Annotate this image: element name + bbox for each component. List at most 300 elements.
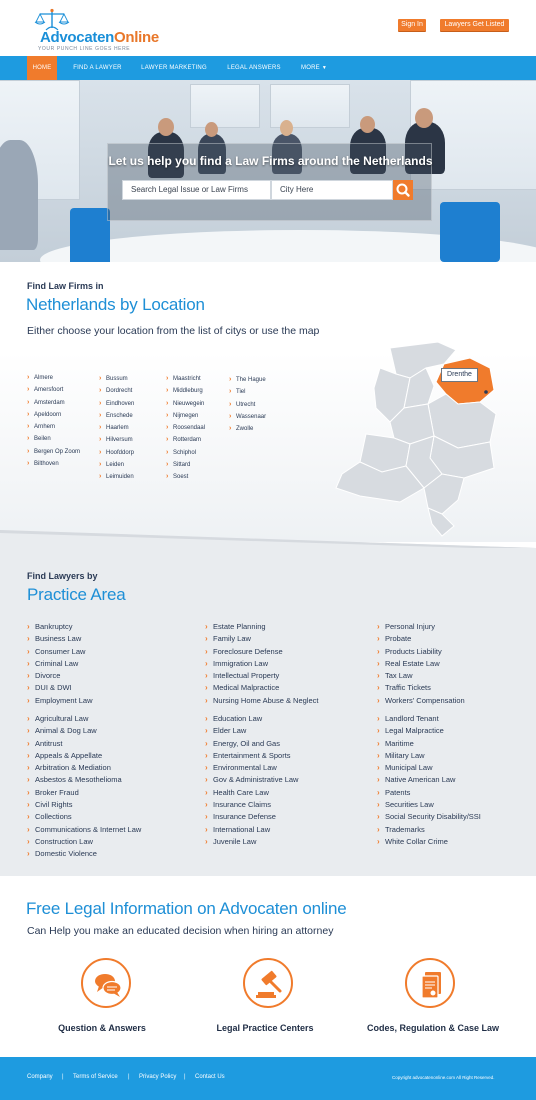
qa-feature-circle[interactable]: [81, 958, 131, 1008]
practice-link[interactable]: [205, 621, 318, 633]
logo[interactable]: [32, 8, 159, 52]
city-label: Eindhoven: [106, 400, 135, 407]
hero-title: Let us help you find a Law Firms around the Netherlands: [108, 154, 433, 168]
practice-label: Trademarks: [385, 824, 425, 834]
chevron-right-icon: ›: [99, 424, 102, 432]
chevron-right-icon: ›: [27, 726, 30, 736]
footer-link-company[interactable]: Company: [27, 1074, 53, 1080]
practice-heading: Practice Area: [27, 585, 126, 604]
chevron-right-icon: ›: [27, 671, 30, 681]
person-head-graphic: [158, 118, 174, 136]
practice-link[interactable]: [205, 646, 318, 658]
city-label: Wassenaar: [236, 413, 267, 420]
practice-link[interactable]: [205, 799, 298, 811]
practice-label: Nursing Home Abuse & Neglect: [213, 695, 319, 705]
chevron-right-icon: ›: [27, 750, 30, 760]
practice-label: Landlord Tenant: [385, 714, 439, 723]
practice-label: Real Estate Law: [385, 658, 440, 668]
site-header: [0, 0, 536, 56]
chevron-right-icon: ›: [166, 399, 169, 407]
feature-label-codes[interactable]: Codes, Regulation & Case Law: [366, 1023, 500, 1033]
practice-label: Tax Law: [385, 671, 413, 681]
city-link[interactable]: [99, 448, 134, 460]
chevron-right-icon: ›: [99, 399, 102, 407]
speech-bubbles-icon: [92, 969, 124, 1001]
practice-label: Estate Planning: [213, 622, 266, 631]
chevron-right-icon: ›: [27, 658, 30, 668]
practice-label: Domestic Violence: [35, 849, 97, 859]
footer-separator: |: [62, 1074, 64, 1080]
chevron-right-icon: ›: [377, 658, 380, 668]
chevron-right-icon: ›: [377, 622, 380, 631]
practice-label: Education Law: [213, 714, 263, 723]
practice-label: Securities Law: [385, 800, 434, 810]
nav-more-label: MORE: [301, 65, 320, 71]
practice-link[interactable]: [377, 738, 481, 750]
practice-link[interactable]: [27, 824, 141, 836]
chevron-right-icon: ›: [205, 714, 208, 723]
city-link[interactable]: [27, 422, 80, 434]
practice-link[interactable]: [205, 750, 298, 762]
practice-link[interactable]: [27, 621, 93, 633]
city-label: Bergen Op Zoom: [34, 448, 81, 455]
chevron-right-icon: ›: [377, 800, 380, 810]
chevron-right-icon: ›: [27, 763, 30, 773]
chevron-right-icon: ›: [27, 374, 30, 381]
city-link[interactable]: [27, 398, 80, 410]
gavel-icon: [254, 969, 286, 1001]
practice-list-1-col-3: [377, 621, 465, 707]
practice-link[interactable]: [377, 713, 481, 725]
chevron-right-icon: ›: [27, 787, 30, 797]
practice-link[interactable]: [27, 725, 141, 737]
city-link[interactable]: [99, 374, 134, 386]
chevron-right-icon: ›: [166, 387, 169, 395]
practice-label: Civil Rights: [35, 800, 73, 810]
practice-link[interactable]: [27, 811, 141, 823]
city-label: Beilen: [34, 436, 51, 443]
practice-list-1-col-2: [205, 621, 318, 707]
codes-regulation-feature-circle[interactable]: [405, 958, 455, 1008]
practice-label: Medical Malpractice: [213, 683, 280, 693]
city-link[interactable]: [229, 424, 266, 436]
practice-label: Appeals & Appellate: [35, 750, 103, 760]
free-legal-subtitle: Can Help you make an educated decision when hiring an attorney: [27, 925, 334, 937]
person-head-graphic: [360, 116, 375, 133]
city-label: Amsterdam: [34, 399, 65, 406]
location-heading: Netherlands by Location: [26, 295, 205, 314]
chevron-right-icon: ›: [205, 646, 208, 656]
practice-link[interactable]: [377, 646, 465, 658]
chevron-right-icon: ›: [27, 634, 30, 644]
chevron-right-icon: ›: [377, 787, 380, 797]
practice-link[interactable]: [205, 774, 298, 786]
practice-link[interactable]: [27, 633, 93, 645]
chevron-right-icon: ›: [99, 411, 102, 419]
city-link[interactable]: [27, 459, 80, 471]
city-link[interactable]: [27, 410, 80, 422]
city-link[interactable]: [99, 472, 134, 484]
practice-label: Communications & Internet Law: [35, 824, 142, 834]
practice-label: Criminal Law: [35, 658, 79, 668]
practice-link[interactable]: [27, 695, 93, 707]
city-label: Dordrecht: [106, 388, 133, 395]
chevron-right-icon: ›: [27, 460, 30, 468]
footer-separator: |: [184, 1074, 186, 1080]
practice-label: Insurance Defense: [213, 812, 276, 822]
feature-label-legal-practice[interactable]: Legal Practice Centers: [216, 1023, 314, 1033]
footer-link-privacy[interactable]: Privacy Policy: [139, 1074, 177, 1080]
chevron-right-icon: ›: [377, 726, 380, 736]
chevron-right-icon: ›: [27, 386, 30, 394]
chevron-right-icon: ›: [27, 836, 30, 846]
practice-label: Municipal Law: [385, 763, 433, 773]
city-label: Bilthoven: [34, 461, 59, 468]
chevron-right-icon: ›: [377, 714, 380, 723]
practice-link[interactable]: [205, 824, 298, 836]
practice-label: Entertainment & Sports: [213, 750, 291, 760]
city-link[interactable]: [99, 423, 134, 435]
practice-label: Patents: [385, 787, 411, 797]
city-link[interactable]: [27, 434, 80, 446]
city-label: The Hague: [236, 377, 266, 383]
city-label: Nijmegen: [173, 412, 199, 419]
chevron-right-icon: ›: [229, 412, 232, 420]
chair-graphic: [70, 208, 110, 262]
city-list-col-4: [229, 375, 266, 436]
practice-link[interactable]: [27, 658, 93, 670]
practice-link[interactable]: [27, 799, 141, 811]
practice-link[interactable]: [205, 762, 298, 774]
chevron-right-icon: ›: [205, 763, 208, 773]
city-label: Roosendaal: [173, 425, 206, 432]
main-nav: [0, 56, 536, 80]
practice-link[interactable]: [205, 738, 298, 750]
city-link[interactable]: [166, 399, 205, 411]
chevron-right-icon: ›: [229, 425, 232, 433]
practice-label: Probate: [385, 634, 412, 644]
chevron-right-icon: ›: [229, 376, 232, 383]
legal-issue-search-input[interactable]: Search Legal Issue or Law Firms: [122, 180, 271, 200]
chevron-right-icon: ›: [377, 671, 380, 681]
practice-label: Broker Fraud: [35, 787, 79, 797]
chevron-right-icon: ›: [205, 622, 208, 631]
practice-label: Personal Injury: [385, 622, 436, 631]
practice-label: Military Law: [385, 750, 425, 760]
nav-item-home[interactable]: HOME: [27, 56, 57, 80]
chevron-right-icon: ›: [205, 750, 208, 760]
practice-label: Workers' Compensation: [385, 695, 465, 705]
lawyers-get-listed-button[interactable]: Lawyers Get Listed: [440, 19, 509, 31]
city-link[interactable]: [166, 423, 205, 435]
map-tooltip: Drenthe: [441, 368, 478, 382]
window-graphic: [190, 84, 260, 128]
practice-link[interactable]: [205, 713, 298, 725]
chevron-right-icon: ›: [99, 461, 102, 469]
nav-item-find-a-lawyer[interactable]: FIND A LAWYER: [73, 65, 122, 71]
chevron-right-icon: ›: [27, 435, 30, 443]
practice-link[interactable]: [27, 848, 141, 860]
footer-link-contact[interactable]: Contact Us: [195, 1074, 225, 1080]
practice-label: Consumer Law: [35, 646, 86, 656]
city-link[interactable]: [229, 387, 266, 399]
city-link[interactable]: [166, 374, 205, 386]
city-label: Leiden: [106, 462, 125, 469]
practice-label: DUI & DWI: [35, 683, 72, 693]
chevron-right-icon: ›: [27, 646, 30, 656]
free-legal-title: Free Legal Information on Advocaten online: [26, 899, 347, 918]
practice-link[interactable]: [205, 633, 318, 645]
chevron-right-icon: ›: [229, 388, 232, 396]
practice-label: Immigration Law: [213, 658, 269, 668]
logo-title-part1: Advocaten: [40, 29, 114, 46]
city-link[interactable]: [99, 386, 134, 398]
chevron-right-icon: ›: [229, 400, 232, 408]
city-list-col-2: [99, 374, 134, 485]
practice-link[interactable]: [205, 695, 318, 707]
chevron-right-icon: ›: [27, 812, 30, 822]
practice-link[interactable]: [377, 750, 481, 762]
chevron-right-icon: ›: [27, 775, 30, 785]
city-link[interactable]: [166, 448, 205, 460]
nav-item-lawyer-marketing[interactable]: LAWYER MARKETING: [141, 65, 207, 71]
practice-link[interactable]: [27, 670, 93, 682]
practice-link[interactable]: [27, 738, 141, 750]
practice-label: Environmental Law: [213, 763, 277, 773]
city-link[interactable]: [166, 435, 205, 447]
practice-label: Construction Law: [35, 836, 93, 846]
city-label: Hilversum: [106, 437, 133, 444]
practice-link[interactable]: [377, 682, 465, 694]
city-link[interactable]: [27, 373, 80, 385]
city-input[interactable]: City Here: [271, 180, 393, 200]
chevron-right-icon: ›: [205, 836, 208, 846]
city-link[interactable]: [99, 399, 134, 411]
practice-label: Bankruptcy: [35, 622, 73, 631]
chevron-right-icon: ›: [166, 448, 169, 456]
practice-link[interactable]: [205, 682, 318, 694]
practice-label: Energy, Oil and Gas: [213, 738, 280, 748]
practice-list-1-col-1: [27, 621, 93, 707]
person-head-graphic: [415, 108, 433, 128]
practice-link[interactable]: [27, 836, 141, 848]
practice-link[interactable]: [27, 762, 141, 774]
legal-practice-feature-circle[interactable]: [243, 958, 293, 1008]
chevron-right-icon: ›: [377, 634, 380, 644]
chevron-right-icon: ›: [27, 849, 30, 859]
practice-list-2-col-1: [27, 713, 141, 861]
chevron-right-icon: ›: [205, 695, 208, 705]
city-label: Maastricht: [173, 376, 201, 382]
practice-link[interactable]: [205, 787, 298, 799]
search-icon: [393, 180, 413, 200]
chevron-right-icon: ›: [166, 424, 169, 432]
netherlands-map[interactable]: [330, 338, 510, 538]
chevron-right-icon: ›: [99, 448, 102, 456]
chevron-right-icon: ›: [205, 787, 208, 797]
practice-link[interactable]: [377, 725, 481, 737]
hero-search-panel: [107, 143, 432, 221]
practice-label: Juvenile Law: [213, 836, 257, 846]
chevron-right-icon: ›: [377, 763, 380, 773]
chevron-right-icon: ›: [377, 836, 380, 846]
practice-label: Asbestos & Mesothelioma: [35, 775, 122, 785]
practice-link[interactable]: [377, 695, 465, 707]
chevron-right-icon: ›: [166, 436, 169, 444]
practice-link[interactable]: [205, 670, 318, 682]
practice-label: Elder Law: [213, 726, 247, 736]
chevron-right-icon: ›: [205, 738, 208, 748]
chevron-right-icon: ›: [27, 423, 30, 431]
practice-list-2-col-2: [205, 713, 298, 848]
city-link[interactable]: [166, 472, 205, 484]
sign-in-button[interactable]: Sign In: [398, 19, 426, 31]
chevron-right-icon: ›: [27, 410, 30, 418]
practice-label: Products Liability: [385, 646, 442, 656]
practice-label: Divorce: [35, 671, 61, 681]
practice-link[interactable]: [377, 799, 481, 811]
practice-label: Agricultural Law: [35, 714, 89, 723]
city-link[interactable]: [229, 375, 266, 387]
city-label: Nieuwegein: [173, 400, 205, 407]
chevron-right-icon: ›: [99, 436, 102, 444]
city-label: Rotterdam: [173, 437, 202, 444]
city-label: Soest: [173, 474, 189, 481]
chevron-right-icon: ›: [99, 473, 102, 481]
practice-link[interactable]: [27, 750, 141, 762]
chevron-right-icon: ›: [205, 726, 208, 736]
city-list-col-3: [166, 374, 205, 485]
chevron-right-icon: ›: [166, 473, 169, 481]
chevron-right-icon: ›: [27, 800, 30, 810]
city-label: Tiel: [236, 389, 246, 396]
chevron-right-icon: ›: [27, 398, 30, 406]
site-footer: [0, 1057, 536, 1100]
practice-label: Animal & Dog Law: [35, 726, 97, 736]
practice-link[interactable]: [377, 633, 465, 645]
practice-label: Employment Law: [35, 695, 93, 705]
practice-link[interactable]: [377, 836, 481, 848]
practice-label: Intellectual Property: [213, 671, 280, 681]
city-link[interactable]: [166, 386, 205, 398]
chevron-right-icon: ›: [205, 671, 208, 681]
practice-label: Insurance Claims: [213, 800, 271, 810]
practice-link[interactable]: [205, 725, 298, 737]
city-label: Bussum: [106, 376, 128, 382]
search-button[interactable]: [393, 180, 413, 200]
practice-link[interactable]: [377, 658, 465, 670]
city-link[interactable]: [99, 411, 134, 423]
practice-link[interactable]: [377, 670, 465, 682]
chevron-right-icon: ›: [205, 775, 208, 785]
chevron-right-icon: ›: [27, 622, 30, 631]
city-link[interactable]: [166, 411, 205, 423]
practice-list-2-col-3: [377, 713, 481, 848]
practice-link[interactable]: [27, 646, 93, 658]
chevron-right-icon: ›: [377, 775, 380, 785]
practice-link[interactable]: [377, 762, 481, 774]
logo-title: [40, 29, 159, 46]
city-link[interactable]: [99, 460, 134, 472]
person-head-graphic: [280, 120, 293, 136]
nav-item-legal-answers[interactable]: LEGAL ANSWERS: [227, 65, 281, 71]
practice-label: White Collar Crime: [385, 836, 448, 846]
practice-label: Health Care Law: [213, 787, 269, 797]
practice-link[interactable]: [377, 621, 465, 633]
chevron-right-icon: ›: [27, 447, 30, 455]
chevron-right-icon: ›: [27, 714, 30, 723]
practice-label: Social Security Disability/SSI: [385, 812, 481, 822]
practice-label: Foreclosure Defense: [213, 646, 283, 656]
practice-link[interactable]: [377, 774, 481, 786]
practice-link[interactable]: [377, 824, 481, 836]
city-link[interactable]: [27, 385, 80, 397]
chevron-right-icon: ›: [166, 461, 169, 469]
practice-label: Family Law: [213, 634, 251, 644]
practice-link[interactable]: [205, 811, 298, 823]
practice-link[interactable]: [27, 713, 141, 725]
chevron-right-icon: ›: [205, 824, 208, 834]
footer-separator: |: [128, 1074, 130, 1080]
city-link[interactable]: [229, 412, 266, 424]
practice-label: Antitrust: [35, 738, 63, 748]
chevron-right-icon: ›: [205, 634, 208, 644]
logo-title-part2: Online: [114, 29, 159, 46]
practice-link[interactable]: [377, 811, 481, 823]
chevron-right-icon: ›: [377, 695, 380, 705]
practice-link[interactable]: [205, 658, 318, 670]
chevron-right-icon: ›: [27, 738, 30, 748]
city-link[interactable]: [27, 447, 80, 459]
city-label: Schiphol: [173, 449, 197, 456]
city-link[interactable]: [229, 400, 266, 412]
chevron-right-icon: ›: [377, 812, 380, 822]
chair-graphic: [440, 202, 500, 262]
city-label: Hoofddorp: [106, 449, 135, 456]
location-subheading: Either choose your location from the list of citys or use the map: [27, 325, 320, 337]
person-head-graphic: [205, 122, 218, 137]
city-label: Sittard: [173, 462, 191, 469]
city-label: Utrecht: [236, 401, 256, 408]
city-label: Enschede: [106, 412, 133, 419]
footer-link-terms[interactable]: Terms of Service: [73, 1074, 118, 1080]
chevron-right-icon: ›: [99, 387, 102, 395]
chevron-right-icon: ›: [205, 812, 208, 822]
city-link[interactable]: [99, 435, 134, 447]
practice-label: Collections: [35, 812, 72, 822]
map-marker: [484, 390, 488, 394]
nav-item-more[interactable]: [296, 56, 332, 80]
document-icon: [416, 969, 448, 1001]
chevron-right-icon: ›: [205, 800, 208, 810]
feature-label-qa[interactable]: Question & Answers: [58, 1023, 146, 1033]
practice-link[interactable]: [205, 836, 298, 848]
location-kicker: Find Law Firms in: [27, 281, 104, 291]
practice-link[interactable]: [27, 682, 93, 694]
city-label: Middleburg: [173, 388, 203, 395]
chevron-right-icon: ›: [166, 411, 169, 419]
practice-link[interactable]: [27, 787, 141, 799]
city-link[interactable]: [166, 460, 205, 472]
chevron-right-icon: ›: [99, 375, 102, 382]
city-label: Arnhem: [34, 424, 56, 431]
practice-label: International Law: [213, 824, 271, 834]
city-list-col-1: [27, 373, 80, 471]
practice-link[interactable]: [377, 787, 481, 799]
practice-link[interactable]: [27, 774, 141, 786]
chevron-right-icon: ›: [27, 824, 30, 834]
practice-label: Legal Malpractice: [385, 726, 444, 736]
